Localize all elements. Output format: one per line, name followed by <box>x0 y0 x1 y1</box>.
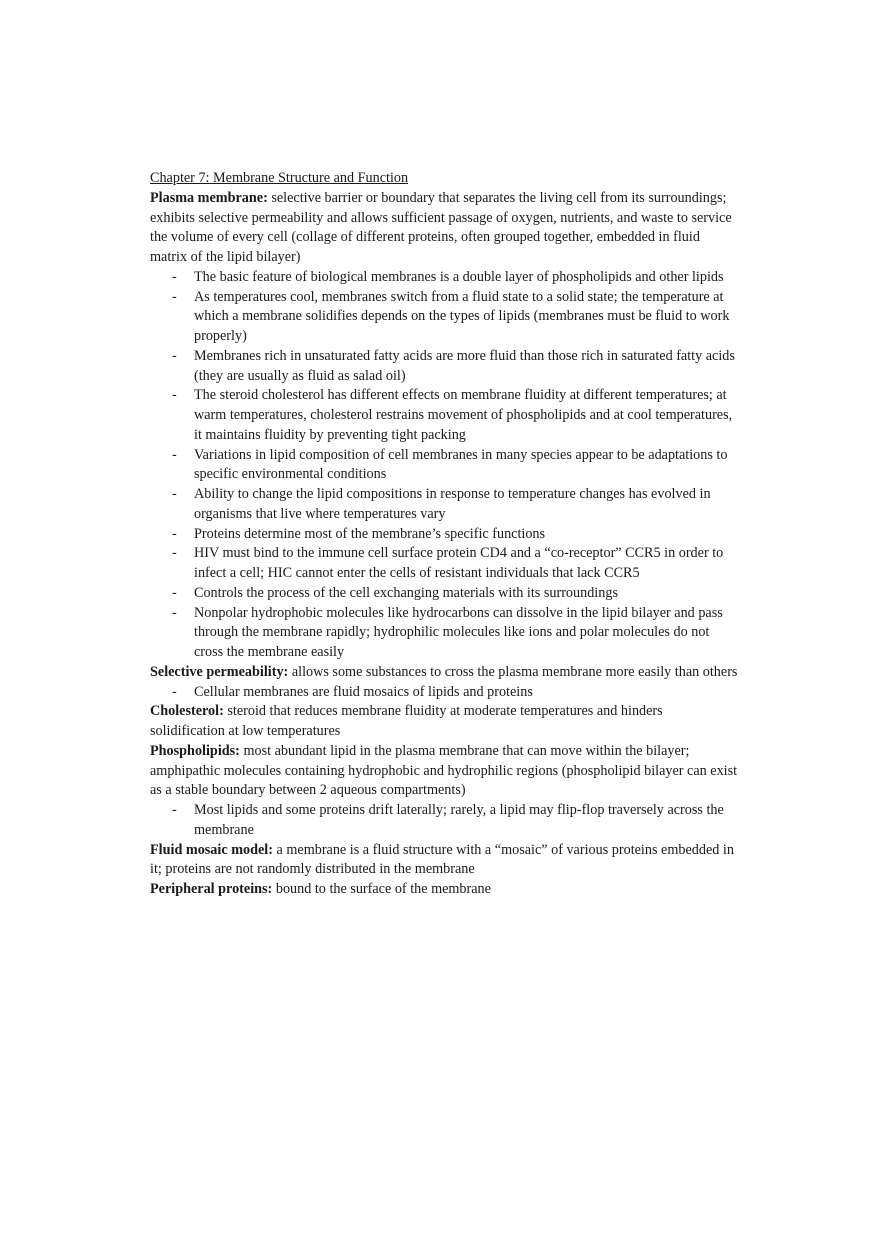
list-item-text: Ability to change the lipid compositions in response to temperature changes has evolved in organisms that live where temperatures vary <box>194 486 711 522</box>
dash-bullet-icon: - <box>172 545 177 562</box>
list-item <box>150 683 740 703</box>
definition-paragraph <box>150 702 740 742</box>
bullet-list <box>150 683 740 703</box>
dash-bullet-icon: - <box>172 268 177 285</box>
bullet-list <box>150 268 740 663</box>
dash-bullet-icon: - <box>172 446 177 463</box>
definition-text: allows some substances to cross the plasma membrane more easily than others <box>288 663 738 680</box>
list-item <box>150 446 740 486</box>
bullet-list <box>150 801 740 841</box>
list-item-text: Controls the process of the cell exchanging materials with its surroundings <box>194 584 618 601</box>
list-item <box>150 584 740 604</box>
definition-text: bound to the surface of the membrane <box>272 881 491 897</box>
dash-bullet-icon: - <box>172 584 177 601</box>
definition-term: Peripheral proteins: <box>150 881 273 897</box>
definition-term: Phospholipids: <box>150 742 240 759</box>
definition-text: a membrane is a fluid structure with a “mosaic” of various proteins embedded in it; proteins are not randomly distributed in the membrane <box>150 841 734 878</box>
definition-text: steroid that reduces membrane fluidity at moderate temperatures and hinders solidification at low temperatures <box>150 703 663 739</box>
list-item <box>150 288 740 347</box>
list-item <box>150 268 740 288</box>
list-item-text: Membranes rich in unsaturated fatty acids are more fluid than those rich in saturated fatty acids (they are usually as fluid as salad oil) <box>194 347 735 384</box>
chapter-title: Chapter 7: Membrane Structure and Function <box>150 170 409 186</box>
definition-term: Plasma membrane: <box>150 189 268 206</box>
definition-term: Cholesterol: <box>150 703 224 720</box>
list-item <box>150 801 740 841</box>
list-item <box>150 604 740 663</box>
list-item <box>150 386 740 445</box>
sections-container <box>150 189 740 900</box>
list-item <box>150 485 740 525</box>
list-item <box>150 525 740 545</box>
list-item-text: Proteins determine most of the membrane’s specific functions <box>194 525 546 542</box>
dash-bullet-icon: - <box>172 525 177 542</box>
list-item-text: The basic feature of biological membranes is a double layer of phospholipids and other lipids <box>194 268 724 285</box>
definition-text: most abundant lipid in the plasma membrane that can move within the bilayer; amphipathic molecules containing hydrophobic and hydrophilic regions (phospholipid bilayer can exist as a stable boundary between 2 aqueous compartments) <box>150 742 738 799</box>
document-page <box>150 169 740 900</box>
definition-paragraph <box>150 189 740 268</box>
dash-bullet-icon: - <box>172 347 177 364</box>
dash-bullet-icon: - <box>172 683 177 700</box>
dash-bullet-icon: - <box>172 486 177 502</box>
dash-bullet-icon: - <box>172 387 177 404</box>
definition-paragraph <box>150 880 740 900</box>
list-item-text: Most lipids and some proteins drift laterally; rarely, a lipid may flip-flop traversely across the membrane <box>194 802 724 838</box>
list-item-text: The steroid cholesterol has different effects on membrane fluidity at different temperatures; at warm temperatures, cholesterol restrains movement of phospholipids and at cool temperatures, it maintains fluidity by preventing tight packing <box>194 387 733 443</box>
list-item <box>150 544 740 584</box>
list-item-text: HIV must bind to the immune cell surface protein CD4 and a “co-receptor” CCR5 in order to infect a cell; HIC cannot enter the cells of resistant individuals that lack CCR5 <box>194 545 724 581</box>
list-item-text: As temperatures cool, membranes switch from a fluid state to a solid state; the temperature at which a membrane solidifies depends on the types of lipids (membranes must be fluid to work properly) <box>194 288 730 344</box>
dash-bullet-icon: - <box>172 604 177 621</box>
dash-bullet-icon: - <box>172 802 177 818</box>
definition-text: selective barrier or boundary that separates the living cell from its surroundings; exhibits selective permeability and allows sufficient passage of oxygen, nutrients, and waste to service the volume of every cell (collage of different proteins, often grouped together, embedded in fluid matrix of the lipid bilayer) <box>150 189 732 265</box>
list-item-text: Nonpolar hydrophobic molecules like hydrocarbons can dissolve in the lipid bilayer and pass through the membrane rapidly; hydrophilic molecules like ions and polar molecules do not cross the membrane easily <box>194 604 723 660</box>
definition-term: Fluid mosaic model: <box>150 841 273 858</box>
definition-term: Selective permeability: <box>150 663 289 680</box>
list-item <box>150 347 740 387</box>
definition-paragraph <box>150 742 740 801</box>
list-item-text: Cellular membranes are fluid mosaics of lipids and proteins <box>194 683 533 700</box>
definition-paragraph <box>150 663 740 683</box>
definition-paragraph <box>150 841 740 881</box>
dash-bullet-icon: - <box>172 288 177 305</box>
list-item-text: Variations in lipid composition of cell membranes in many species appear to be adaptations to specific environmental conditions <box>194 446 728 483</box>
